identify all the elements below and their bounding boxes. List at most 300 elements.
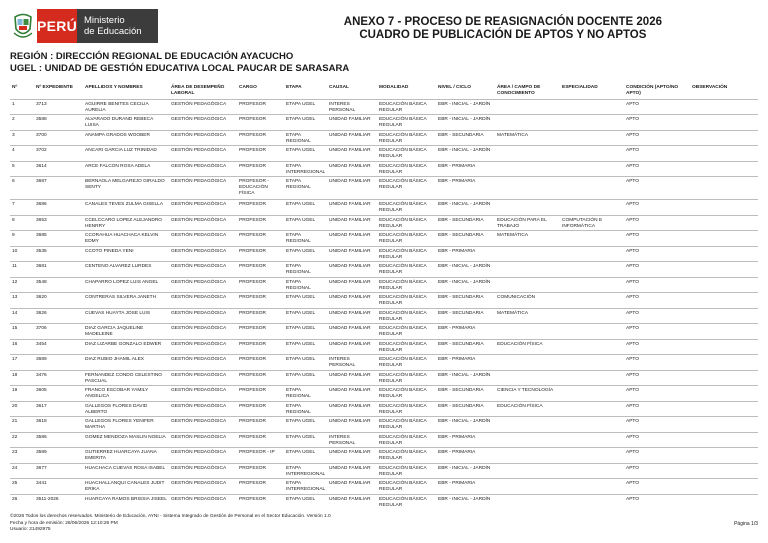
col-modalidad-cell: EDUCACIÓN BÁSICA REGULAR bbox=[377, 355, 436, 371]
col-observacion-cell bbox=[690, 161, 758, 177]
col-especialidad-cell bbox=[560, 246, 624, 262]
col-etapa-cell: ETAPA UGEL bbox=[284, 308, 327, 324]
col-especialidad-cell: COMPUTACIÓN E INFORMÁTICA bbox=[560, 215, 624, 231]
col-area-campo-cell bbox=[495, 277, 560, 293]
col-num-cell: 25 bbox=[10, 479, 34, 495]
coat-of-arms-icon bbox=[9, 9, 37, 43]
col-observacion-cell bbox=[690, 262, 758, 278]
col-cargo-cell: PROFESOR bbox=[237, 231, 284, 247]
col-nivel-cell: EBR - INICIAL - JARDÍN bbox=[436, 115, 495, 131]
col-nombres-cell: ALVARADO DURAND REBECA LUISA bbox=[83, 115, 169, 131]
col-num-cell: 24 bbox=[10, 463, 34, 479]
col-observacion-cell bbox=[690, 355, 758, 371]
col-nivel-cell: EBR - SECUNDARIA bbox=[436, 339, 495, 355]
col-observacion-cell bbox=[690, 463, 758, 479]
col-nivel-cell: EBR - PRIMARIA bbox=[436, 355, 495, 371]
col-etapa-cell: ETAPA REGIONAL bbox=[284, 177, 327, 200]
col-num-cell: 10 bbox=[10, 246, 34, 262]
table-row bbox=[10, 293, 758, 309]
col-area-campo-cell: CIENCIA Y TECNOLOGÍA bbox=[495, 386, 560, 402]
col-area-desempeno-cell: GESTIÓN PEDAGÓGICA bbox=[169, 339, 237, 355]
table-row bbox=[10, 417, 758, 433]
col-nombres-cell: ANCARI GARCIA LUZ TRINIDAD bbox=[83, 146, 169, 162]
col-expediente-cell: 3605 bbox=[34, 386, 83, 402]
col-etapa-header: ETAPA bbox=[286, 85, 302, 90]
table-body bbox=[10, 99, 758, 510]
col-expediente-cell: 3589 bbox=[34, 448, 83, 464]
col-cargo-cell: PROFESOR bbox=[237, 324, 284, 340]
col-causal-cell: UNIDAD FAMILIAR bbox=[327, 386, 377, 402]
col-nombres-cell: DIAZ GARCIA JAQUELINE MADELEINE bbox=[83, 324, 169, 340]
footer-user: Usuario: 21492975 bbox=[10, 527, 51, 532]
col-especialidad-cell bbox=[560, 494, 624, 510]
col-especialidad-cell bbox=[560, 177, 624, 200]
col-modalidad-cell: EDUCACIÓN BÁSICA REGULAR bbox=[377, 432, 436, 448]
col-expediente-cell: 3681 bbox=[34, 262, 83, 278]
col-etapa-cell: ETAPA UGEL bbox=[284, 99, 327, 115]
col-cargo-cell: PROFESOR bbox=[237, 130, 284, 146]
col-cargo-cell: PROFESOR bbox=[237, 432, 284, 448]
col-cargo-cell: PROFESOR bbox=[237, 494, 284, 510]
col-nivel-cell: EBR - SECUNDARIA bbox=[436, 215, 495, 231]
results-table bbox=[10, 83, 758, 510]
col-expediente-cell: 3586 bbox=[34, 432, 83, 448]
col-num-cell: 8 bbox=[10, 215, 34, 231]
col-num-cell: 9 bbox=[10, 231, 34, 247]
col-causal-cell: UNIDAD FAMILIAR bbox=[327, 231, 377, 247]
table-header-row bbox=[10, 83, 758, 99]
col-nivel-cell: EBR - INICIAL - JARDÍN bbox=[436, 200, 495, 216]
col-nombres-cell: CCOTO PINEDA YENI bbox=[83, 246, 169, 262]
table-row bbox=[10, 386, 758, 402]
col-area-campo-cell: MATEMÁTICA bbox=[495, 231, 560, 247]
col-nivel-cell: EBR - INICIAL - JARDÍN bbox=[436, 262, 495, 278]
col-etapa-cell: ETAPA REGIONAL bbox=[284, 277, 327, 293]
col-especialidad-cell bbox=[560, 417, 624, 433]
col-nombres-cell: ARCE FALCON ROSA ADELA bbox=[83, 161, 169, 177]
col-cargo-cell: PROFESOR bbox=[237, 401, 284, 417]
col-expediente-cell: 3617 bbox=[34, 401, 83, 417]
col-especialidad-cell bbox=[560, 277, 624, 293]
col-nombres-cell: CUEVAS HUAYTA JOSE LUIS bbox=[83, 308, 169, 324]
peru-brand: PERÚ bbox=[37, 9, 77, 43]
col-condicion-cell: APTO bbox=[624, 324, 690, 340]
col-modalidad-cell: EDUCACIÓN BÁSICA REGULAR bbox=[377, 386, 436, 402]
col-especialidad-cell bbox=[560, 99, 624, 115]
col-etapa-cell: ETAPA UGEL bbox=[284, 215, 327, 231]
col-observacion-cell bbox=[690, 324, 758, 340]
col-modalidad-cell: EDUCACIÓN BÁSICA REGULAR bbox=[377, 231, 436, 247]
col-condicion-cell: APTO bbox=[624, 308, 690, 324]
col-area-desempeno-cell: GESTIÓN PEDAGÓGICA bbox=[169, 130, 237, 146]
table-row bbox=[10, 324, 758, 340]
footer-issue-date: Fecha y hora de emisión: 26/06/2026 12:10:26 PM bbox=[10, 520, 118, 526]
col-expediente-cell: 3689 bbox=[34, 355, 83, 371]
table-row bbox=[10, 99, 758, 115]
col-cargo-cell: PROFESOR bbox=[237, 293, 284, 309]
col-etapa-cell: ETAPA UGEL bbox=[284, 370, 327, 386]
col-num-cell: 14 bbox=[10, 308, 34, 324]
col-num-cell: 1 bbox=[10, 99, 34, 115]
col-modalidad-cell: EDUCACIÓN BÁSICA REGULAR bbox=[377, 463, 436, 479]
col-condicion-cell: APTO bbox=[624, 161, 690, 177]
col-modalidad-cell: EDUCACIÓN BÁSICA REGULAR bbox=[377, 448, 436, 464]
col-area-desempeno-cell: GESTIÓN PEDAGÓGICA bbox=[169, 417, 237, 433]
col-condicion-cell: APTO bbox=[624, 200, 690, 216]
col-num-cell: 22 bbox=[10, 432, 34, 448]
col-num-cell: 16 bbox=[10, 339, 34, 355]
col-observacion-cell bbox=[690, 277, 758, 293]
col-nivel-cell: EBR - PRIMARIA bbox=[436, 246, 495, 262]
col-area-desempeno-cell: GESTIÓN PEDAGÓGICA bbox=[169, 277, 237, 293]
col-nivel-cell: EBR - PRIMARIA bbox=[436, 177, 495, 200]
col-condicion-cell: APTO bbox=[624, 215, 690, 231]
col-etapa-cell: ETAPA REGIONAL bbox=[284, 130, 327, 146]
col-modalidad-cell: EDUCACIÓN BÁSICA REGULAR bbox=[377, 293, 436, 309]
table-row bbox=[10, 200, 758, 216]
col-area-campo-cell bbox=[495, 448, 560, 464]
col-expediente-cell: 3653 bbox=[34, 215, 83, 231]
col-condicion-cell: APTO bbox=[624, 246, 690, 262]
col-area-desempeno-cell: GESTIÓN PEDAGÓGICA bbox=[169, 231, 237, 247]
col-causal-cell: UNIDAD FAMILIAR bbox=[327, 262, 377, 278]
table-row bbox=[10, 479, 758, 495]
col-nombres-cell: DIAZ LIZARBE GONZALO EDWER bbox=[83, 339, 169, 355]
col-nombres-cell: HUACHALLANQUI CANALES JUDIT ERIKA bbox=[83, 479, 169, 495]
col-cargo-cell: PROFESOR bbox=[237, 262, 284, 278]
col-cargo-cell: PROFESOR bbox=[237, 215, 284, 231]
table-row bbox=[10, 130, 758, 146]
footer bbox=[10, 514, 331, 534]
table-row bbox=[10, 308, 758, 324]
col-num-cell: 21 bbox=[10, 417, 34, 433]
col-especialidad-cell bbox=[560, 448, 624, 464]
col-condicion-cell: APTO bbox=[624, 355, 690, 371]
table-row bbox=[10, 370, 758, 386]
col-observacion-cell bbox=[690, 308, 758, 324]
col-expediente-cell: 3511-2026 bbox=[34, 494, 83, 510]
col-condicion-cell: APTO bbox=[624, 370, 690, 386]
col-modalidad-cell: EDUCACIÓN BÁSICA REGULAR bbox=[377, 177, 436, 200]
col-condicion-cell: APTO bbox=[624, 262, 690, 278]
table-row bbox=[10, 432, 758, 448]
col-nivel-cell: EBR - SECUNDARIA bbox=[436, 130, 495, 146]
col-area-desempeno-cell: GESTIÓN PEDAGÓGICA bbox=[169, 146, 237, 162]
col-causal-cell: UNIDAD FAMILIAR bbox=[327, 479, 377, 495]
table-row bbox=[10, 401, 758, 417]
col-condicion-cell: APTO bbox=[624, 386, 690, 402]
col-modalidad-cell: EDUCACIÓN BÁSICA REGULAR bbox=[377, 339, 436, 355]
col-modalidad-cell: EDUCACIÓN BÁSICA REGULAR bbox=[377, 417, 436, 433]
col-area-campo-cell bbox=[495, 324, 560, 340]
col-modalidad-cell: EDUCACIÓN BÁSICA REGULAR bbox=[377, 324, 436, 340]
col-num-cell: 4 bbox=[10, 146, 34, 162]
col-etapa-cell: ETAPA UGEL bbox=[284, 448, 327, 464]
col-expediente-cell: 3535 bbox=[34, 246, 83, 262]
col-modalidad-cell: EDUCACIÓN BÁSICA REGULAR bbox=[377, 200, 436, 216]
col-nivel-cell: EBR - PRIMARIA bbox=[436, 161, 495, 177]
col-nombres-cell: CHAPARRO LOPEZ LUIS ANGEL bbox=[83, 277, 169, 293]
col-observacion-cell bbox=[690, 370, 758, 386]
col-cargo-cell: PROFESOR bbox=[237, 370, 284, 386]
col-cargo-cell: PROFESOR bbox=[237, 161, 284, 177]
col-especialidad-cell bbox=[560, 200, 624, 216]
col-observacion-cell bbox=[690, 99, 758, 115]
col-condicion-cell: APTO bbox=[624, 479, 690, 495]
col-etapa-cell: ETAPA UGEL bbox=[284, 200, 327, 216]
col-expediente-cell: 3686 bbox=[34, 200, 83, 216]
col-observacion-cell bbox=[690, 494, 758, 510]
col-nivel-cell: EBR - SECUNDARIA bbox=[436, 293, 495, 309]
col-especialidad-cell bbox=[560, 401, 624, 417]
col-causal-cell: UNIDAD FAMILIAR bbox=[327, 494, 377, 510]
col-cargo-cell: PROFESOR bbox=[237, 246, 284, 262]
col-area-campo-cell: COMUNICACIÓN bbox=[495, 293, 560, 309]
col-etapa-cell: ETAPA UGEL bbox=[284, 146, 327, 162]
col-area-desempeno-cell: GESTIÓN PEDAGÓGICA bbox=[169, 262, 237, 278]
col-condicion-cell: APTO bbox=[624, 494, 690, 510]
table-row bbox=[10, 246, 758, 262]
table-row bbox=[10, 161, 758, 177]
col-cargo-cell: PROFESOR bbox=[237, 355, 284, 371]
col-nombres-cell: CCELCCARO LOPEZ ALEJANDRO HENRRY bbox=[83, 215, 169, 231]
col-especialidad-cell bbox=[560, 130, 624, 146]
col-area-desempeno-cell: GESTIÓN PEDAGÓGICA bbox=[169, 200, 237, 216]
col-observacion-cell bbox=[690, 432, 758, 448]
col-causal-cell: INTERES PERSONAL bbox=[327, 99, 377, 115]
col-area-campo-cell bbox=[495, 432, 560, 448]
col-area-desempeno-cell: GESTIÓN PEDAGÓGICA bbox=[169, 479, 237, 495]
col-especialidad-cell bbox=[560, 370, 624, 386]
col-nombres-cell: FRANCO ESCOBAR YAMILY ANGELICA bbox=[83, 386, 169, 402]
col-modalidad-cell: EDUCACIÓN BÁSICA REGULAR bbox=[377, 146, 436, 162]
col-area-campo-cell: MATEMÁTICA bbox=[495, 130, 560, 146]
col-expediente-cell: 3614 bbox=[34, 161, 83, 177]
col-etapa-cell: ETAPA UGEL bbox=[284, 246, 327, 262]
col-num-cell: 6 bbox=[10, 177, 34, 200]
col-etapa-cell: ETAPA REGIONAL bbox=[284, 231, 327, 247]
col-especialidad-cell bbox=[560, 432, 624, 448]
table-row bbox=[10, 115, 758, 131]
col-area-campo-cell bbox=[495, 200, 560, 216]
col-num-cell: 7 bbox=[10, 200, 34, 216]
col-especialidad-cell bbox=[560, 463, 624, 479]
col-cargo-cell: PROFESOR bbox=[237, 115, 284, 131]
col-especialidad-cell bbox=[560, 231, 624, 247]
col-cargo-cell: PROFESOR bbox=[237, 417, 284, 433]
col-nivel-cell: EBR - PRIMARIA bbox=[436, 479, 495, 495]
col-num-cell: 18 bbox=[10, 370, 34, 386]
col-modalidad-cell: EDUCACIÓN BÁSICA REGULAR bbox=[377, 262, 436, 278]
col-nivel-cell: EBR - INICIAL - JARDÍN bbox=[436, 417, 495, 433]
col-condicion-cell: APTO bbox=[624, 448, 690, 464]
col-especialidad-cell bbox=[560, 355, 624, 371]
document-title bbox=[344, 16, 662, 42]
col-num-cell: 20 bbox=[10, 401, 34, 417]
col-especialidad-header: ESPECIALIDAD bbox=[562, 85, 598, 90]
col-causal-cell: UNIDAD FAMILIAR bbox=[327, 115, 377, 131]
col-nombres-cell: ANAMPA GRADOS WOOBER bbox=[83, 130, 169, 146]
col-cargo-cell: PROFESOR bbox=[237, 479, 284, 495]
col-num-cell: 19 bbox=[10, 386, 34, 402]
col-nombres-cell: GALLEGOS FLORES YENIFER MARTHA bbox=[83, 417, 169, 433]
col-condicion-cell: APTO bbox=[624, 177, 690, 200]
col-num-cell: 11 bbox=[10, 262, 34, 278]
col-especialidad-cell bbox=[560, 479, 624, 495]
col-expediente-cell: 3687 bbox=[34, 177, 83, 200]
col-especialidad-cell bbox=[560, 115, 624, 131]
col-nivel-cell: EBR - INICIAL - JARDÍN bbox=[436, 370, 495, 386]
col-cargo-cell: PROFESOR bbox=[237, 463, 284, 479]
col-modalidad-cell: EDUCACIÓN BÁSICA REGULAR bbox=[377, 401, 436, 417]
col-area-campo-cell bbox=[495, 146, 560, 162]
col-especialidad-cell bbox=[560, 293, 624, 309]
col-area-desempeno-cell: GESTIÓN PEDAGÓGICA bbox=[169, 432, 237, 448]
col-area-desempeno-cell: GESTIÓN PEDAGÓGICA bbox=[169, 177, 237, 200]
col-nivel-cell: EBR - SECUNDARIA bbox=[436, 308, 495, 324]
col-nivel-cell: EBR - INICIAL - JARDÍN bbox=[436, 146, 495, 162]
col-observacion-cell bbox=[690, 130, 758, 146]
col-etapa-cell: ETAPA UGEL bbox=[284, 324, 327, 340]
col-etapa-cell: ETAPA REGIONAL bbox=[284, 262, 327, 278]
col-causal-cell: UNIDAD FAMILIAR bbox=[327, 215, 377, 231]
region-block bbox=[10, 51, 349, 75]
col-condicion-cell: APTO bbox=[624, 146, 690, 162]
col-expediente-cell: 3476 bbox=[34, 370, 83, 386]
col-modalidad-cell: EDUCACIÓN BÁSICA REGULAR bbox=[377, 99, 436, 115]
col-causal-cell: UNIDAD FAMILIAR bbox=[327, 161, 377, 177]
col-causal-cell: UNIDAD FAMILIAR bbox=[327, 277, 377, 293]
col-area-campo-cell: MATEMÁTICA bbox=[495, 308, 560, 324]
title-line-2: CUADRO DE PUBLICACIÓN DE APTOS Y NO APTOS bbox=[359, 29, 647, 41]
col-observacion-cell bbox=[690, 215, 758, 231]
col-area-desempeno-cell: GESTIÓN PEDAGÓGICA bbox=[169, 463, 237, 479]
table-row bbox=[10, 215, 758, 231]
col-condicion-cell: APTO bbox=[624, 293, 690, 309]
ministry-line-1: Ministerio bbox=[84, 15, 125, 26]
col-causal-header: CAUSAL bbox=[329, 85, 349, 90]
col-expediente-cell: 3702 bbox=[34, 146, 83, 162]
col-causal-cell: UNIDAD FAMILIAR bbox=[327, 463, 377, 479]
col-modalidad-cell: EDUCACIÓN BÁSICA REGULAR bbox=[377, 277, 436, 293]
table-row bbox=[10, 231, 758, 247]
col-nombres-cell: HUARCAYA RAMOS BRISSIA JISEEL bbox=[83, 494, 169, 510]
col-nivel-cell: EBR - SECUNDARIA bbox=[436, 401, 495, 417]
col-area-desempeno-cell: GESTIÓN PEDAGÓGICA bbox=[169, 401, 237, 417]
col-cargo-cell: PROFESOR - EDUCACIÓN FÍSICA bbox=[237, 177, 284, 200]
col-especialidad-cell bbox=[560, 339, 624, 355]
col-etapa-cell: ETAPA UGEL bbox=[284, 293, 327, 309]
col-causal-cell: UNIDAD FAMILIAR bbox=[327, 146, 377, 162]
col-etapa-cell: ETAPA INTERREGIONAL bbox=[284, 479, 327, 495]
col-nivel-cell: EBR - SECUNDARIA bbox=[436, 231, 495, 247]
col-modalidad-cell: EDUCACIÓN BÁSICA REGULAR bbox=[377, 479, 436, 495]
col-especialidad-cell bbox=[560, 308, 624, 324]
col-especialidad-cell bbox=[560, 324, 624, 340]
col-expediente-cell: 3713 bbox=[34, 99, 83, 115]
col-area-desempeno-cell: GESTIÓN PEDAGÓGICA bbox=[169, 494, 237, 510]
col-num-cell: 26 bbox=[10, 494, 34, 510]
col-causal-cell: UNIDAD FAMILIAR bbox=[327, 200, 377, 216]
col-cargo-cell: PROFESOR bbox=[237, 339, 284, 355]
col-area-campo-cell bbox=[495, 355, 560, 371]
col-cargo-cell: PROFESOR bbox=[237, 386, 284, 402]
col-observacion-cell bbox=[690, 417, 758, 433]
col-observacion-cell bbox=[690, 401, 758, 417]
minedu-logo bbox=[9, 9, 158, 43]
col-condicion-cell: APTO bbox=[624, 231, 690, 247]
col-causal-cell: INTERES PERSONAL bbox=[327, 432, 377, 448]
col-expediente-cell: 3685 bbox=[34, 231, 83, 247]
col-observacion-cell bbox=[690, 339, 758, 355]
col-causal-cell: UNIDAD FAMILIAR bbox=[327, 324, 377, 340]
col-nombres-cell: GOMEZ MENDOZA MASLIN NOELIA bbox=[83, 432, 169, 448]
col-etapa-cell: ETAPA INTERREGIONAL bbox=[284, 161, 327, 177]
col-etapa-cell: ETAPA REGIONAL bbox=[284, 386, 327, 402]
col-etapa-cell: ETAPA INTERREGIONAL bbox=[284, 463, 327, 479]
col-modalidad-cell: EDUCACIÓN BÁSICA REGULAR bbox=[377, 370, 436, 386]
col-etapa-cell: ETAPA UGEL bbox=[284, 494, 327, 510]
col-nombres-cell: GALLEGOS FLORES DAVID ALBERTO bbox=[83, 401, 169, 417]
col-condicion-cell: APTO bbox=[624, 115, 690, 131]
col-nombres-cell: AGUIRRE BENITES CECILIA AURELIA bbox=[83, 99, 169, 115]
col-area-campo-cell bbox=[495, 99, 560, 115]
col-area-campo-cell bbox=[495, 463, 560, 479]
col-modalidad-header: MODALIDAD bbox=[379, 85, 409, 90]
col-nombres-cell: CENTENO ALVAREZ LURDES bbox=[83, 262, 169, 278]
col-area-desempeno-cell: GESTIÓN PEDAGÓGICA bbox=[169, 448, 237, 464]
col-nombres-cell: CANALES TEVES ZULMA GISELLA bbox=[83, 200, 169, 216]
col-num-cell: 15 bbox=[10, 324, 34, 340]
col-condicion-cell: APTO bbox=[624, 463, 690, 479]
col-num-cell: 17 bbox=[10, 355, 34, 371]
col-area-campo-header: ÁREA / CAMPO DE CONOCIMIENTO bbox=[497, 85, 541, 96]
col-nivel-cell: EBR - PRIMARIA bbox=[436, 448, 495, 464]
col-area-campo-cell bbox=[495, 246, 560, 262]
col-area-desempeno-cell: GESTIÓN PEDAGÓGICA bbox=[169, 324, 237, 340]
col-num-cell: 5 bbox=[10, 161, 34, 177]
col-condicion-cell: APTO bbox=[624, 277, 690, 293]
col-area-campo-cell: EDUCACIÓN FÍSICA bbox=[495, 401, 560, 417]
col-cargo-cell: PROFESOR bbox=[237, 308, 284, 324]
col-observacion-cell bbox=[690, 200, 758, 216]
col-observacion-cell bbox=[690, 177, 758, 200]
col-num-cell: 23 bbox=[10, 448, 34, 464]
col-area-campo-cell: EDUCACIÓN FÍSICA bbox=[495, 339, 560, 355]
col-expediente-cell: 3441 bbox=[34, 479, 83, 495]
col-nombres-cell: HUACHACA CUEVAS ROSA ISABEL bbox=[83, 463, 169, 479]
col-nombres-cell: GUTIERREZ HUARCAYA JUANA EMERITA bbox=[83, 448, 169, 464]
col-etapa-cell: ETAPA UGEL bbox=[284, 339, 327, 355]
col-nombres-cell: CONTRERAS SILVERA JANETH bbox=[83, 293, 169, 309]
col-modalidad-cell: EDUCACIÓN BÁSICA REGULAR bbox=[377, 130, 436, 146]
col-num-cell: 2 bbox=[10, 115, 34, 131]
col-nivel-cell: EBR - INICIAL - JARDÍN bbox=[436, 99, 495, 115]
col-area-campo-cell bbox=[495, 417, 560, 433]
col-cargo-cell: PROFESOR - IP bbox=[237, 448, 284, 464]
table-row bbox=[10, 177, 758, 200]
col-area-desempeno-cell: GESTIÓN PEDAGÓGICA bbox=[169, 308, 237, 324]
col-observacion-cell bbox=[690, 386, 758, 402]
col-area-campo-cell bbox=[495, 494, 560, 510]
col-modalidad-cell: EDUCACIÓN BÁSICA REGULAR bbox=[377, 161, 436, 177]
col-modalidad-cell: EDUCACIÓN BÁSICA REGULAR bbox=[377, 308, 436, 324]
col-causal-cell: UNIDAD FAMILIAR bbox=[327, 401, 377, 417]
col-causal-cell: UNIDAD FAMILIAR bbox=[327, 246, 377, 262]
col-modalidad-cell: EDUCACIÓN BÁSICA REGULAR bbox=[377, 215, 436, 231]
col-expediente-cell: 3620 bbox=[34, 293, 83, 309]
col-area-campo-cell bbox=[495, 262, 560, 278]
